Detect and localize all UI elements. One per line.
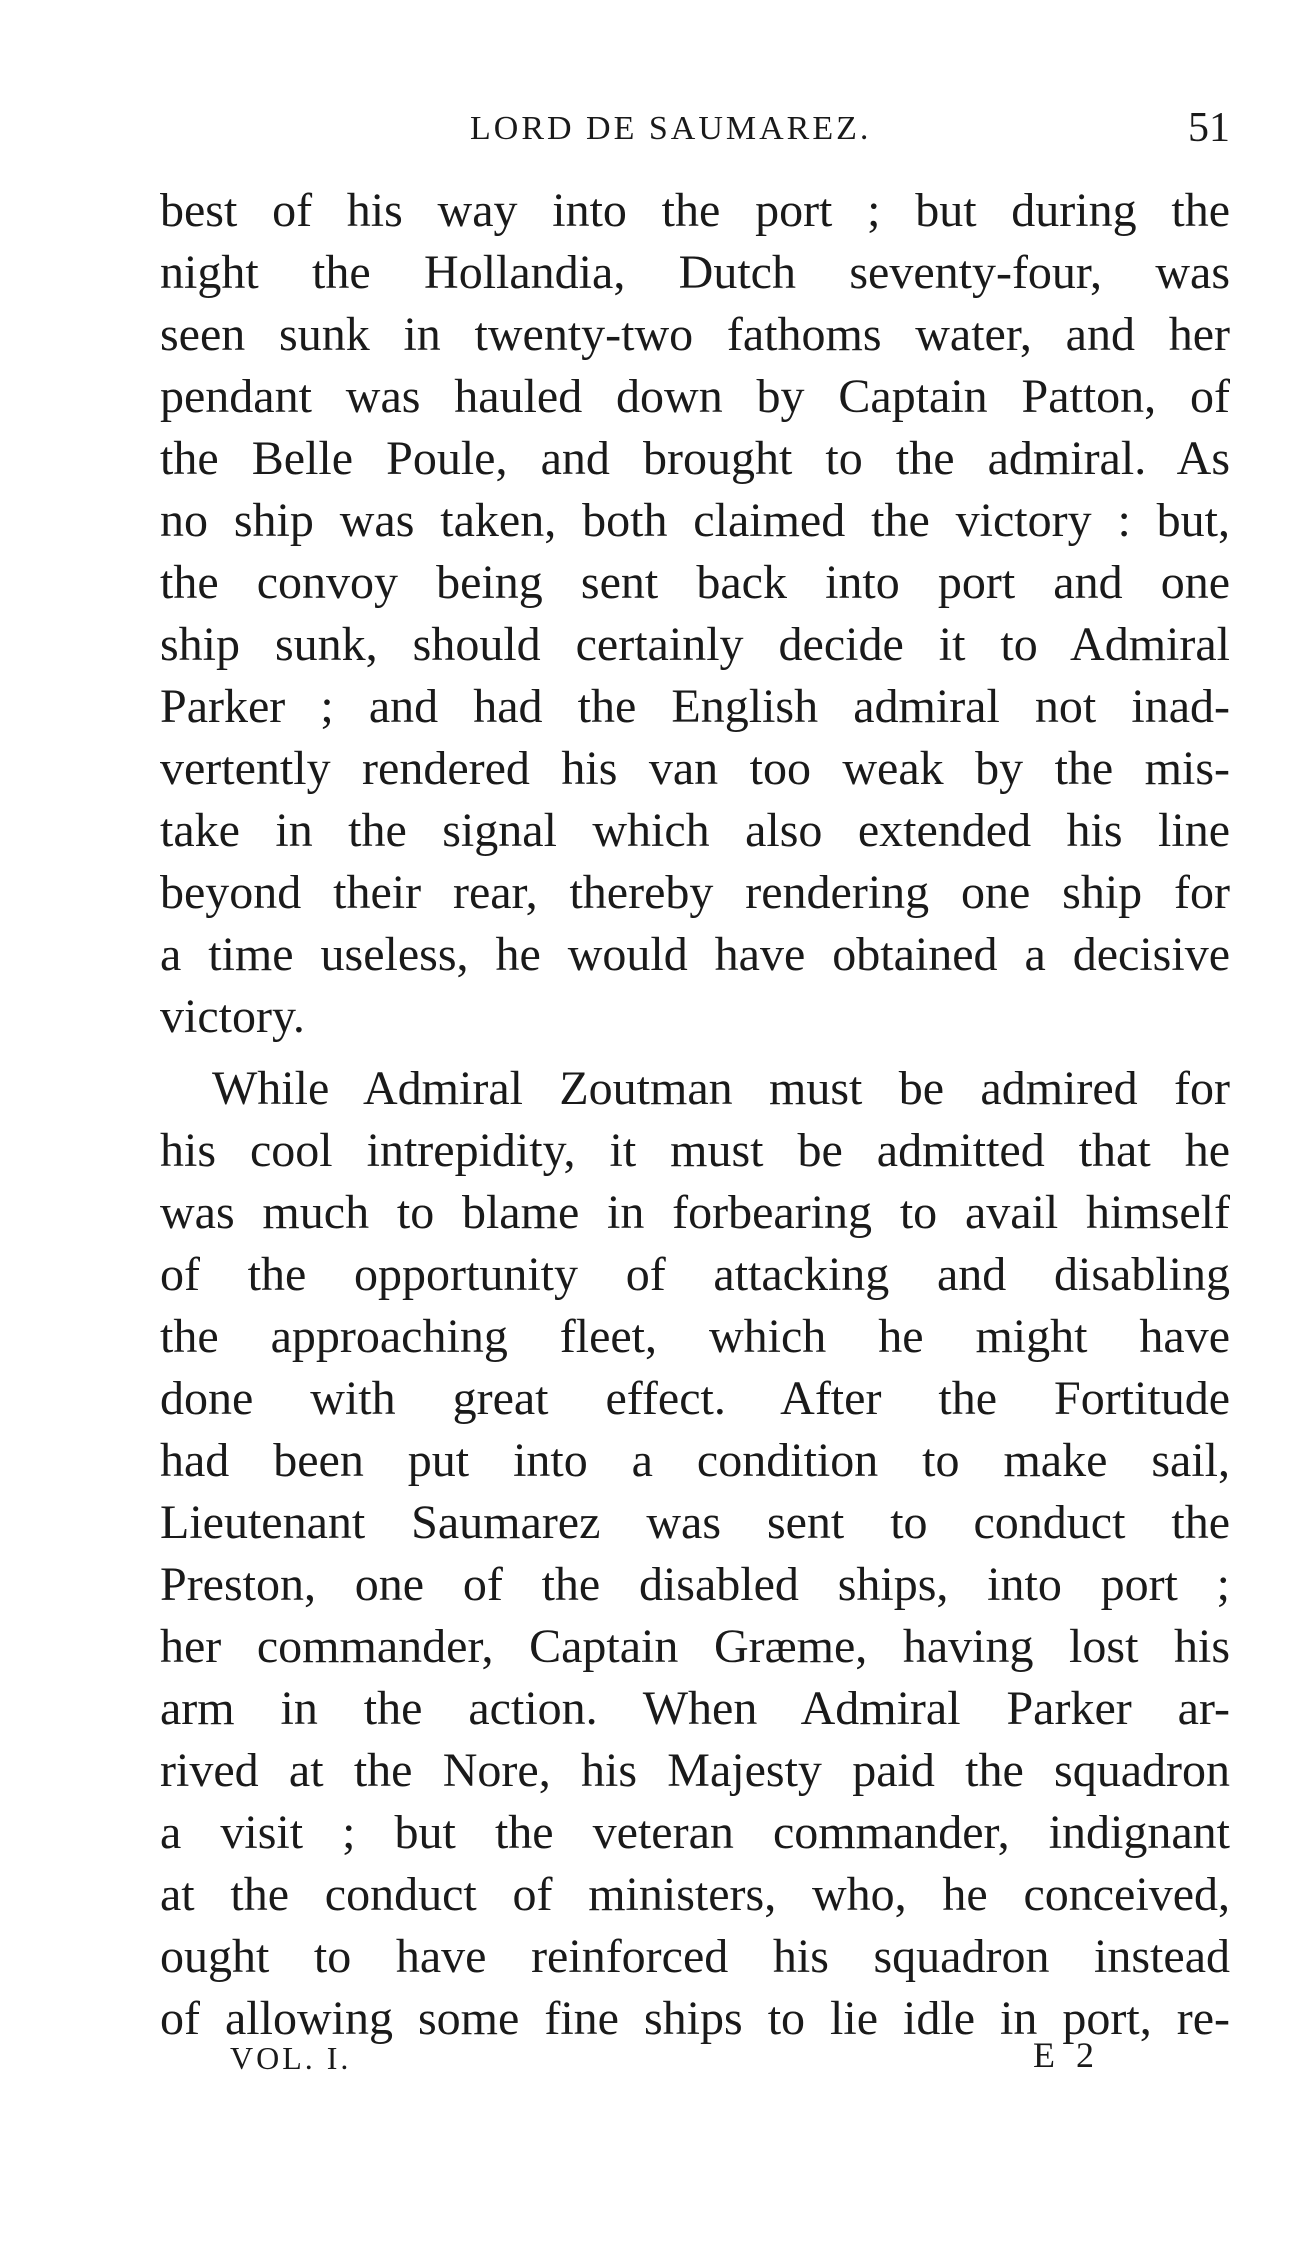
- text-line: night the Hollandia, Dutch seventy-four, was: [160, 246, 1230, 299]
- signature-mark: E 2: [1033, 2035, 1100, 2075]
- text-line: Preston, one of the disabled ships, into port ;: [160, 1558, 1230, 1611]
- text-line: While Admiral Zoutman must be admired for: [212, 1062, 1230, 1115]
- text-line: the Belle Poule, and brought to the admiral. As: [160, 432, 1230, 485]
- body-text: [160, 180, 1230, 2050]
- page-footer: [230, 2035, 1100, 2090]
- text-line: the convoy being sent back into port and one: [160, 556, 1230, 609]
- text-line: a visit ; but the veteran commander, indignant: [160, 1806, 1230, 1859]
- text-line: her commander, Captain Græme, having lost his: [160, 1620, 1230, 1673]
- text-line: done with great effect. After the Fortitude: [160, 1372, 1230, 1425]
- text-line: a time useless, he would have obtained a decisive: [160, 928, 1230, 981]
- text-line: ought to have reinforced his squadron instead: [160, 1930, 1230, 1983]
- text-line: of allowing some fine ships to lie idle in port, re-: [160, 1992, 1230, 2045]
- text-line: no ship was taken, both claimed the victory : but,: [160, 494, 1230, 547]
- page-number: 51: [1188, 105, 1230, 151]
- text-line: seen sunk in twenty-two fathoms water, and her: [160, 308, 1230, 361]
- text-line: was much to blame in forbearing to avail himself: [160, 1186, 1230, 1239]
- paragraph-gap: [160, 1048, 1230, 1058]
- running-title: LORD DE SAUMAREZ.: [470, 110, 872, 147]
- text-line: best of his way into the port ; but during the: [160, 184, 1230, 237]
- text-line: arm in the action. When Admiral Parker ar-: [160, 1682, 1230, 1735]
- text-line: take in the signal which also extended his line: [160, 804, 1230, 857]
- text-line: victory.: [160, 990, 305, 1043]
- text-line: the approaching fleet, which he might have: [160, 1310, 1230, 1363]
- text-line: rived at the Nore, his Majesty paid the squadron: [160, 1744, 1230, 1797]
- paragraph-1: [160, 180, 1230, 1048]
- running-head: [160, 104, 1230, 154]
- text-line: pendant was hauled down by Captain Patton, of: [160, 370, 1230, 423]
- text-line: his cool intrepidity, it must be admitted that he: [160, 1124, 1230, 1177]
- text-line: Lieutenant Saumarez was sent to conduct the: [160, 1496, 1230, 1549]
- volume-label: VOL. I.: [230, 2040, 352, 2076]
- paragraph-2: [160, 1058, 1230, 2050]
- text-line: vertently rendered his van too weak by the mis-: [160, 742, 1230, 795]
- text-line: ship sunk, should certainly decide it to Admiral: [160, 618, 1230, 671]
- text-line: had been put into a condition to make sail,: [160, 1434, 1230, 1487]
- text-line: of the opportunity of attacking and disabling: [160, 1248, 1230, 1301]
- text-line: Parker ; and had the English admiral not inad-: [160, 680, 1230, 733]
- text-line: at the conduct of ministers, who, he conceived,: [160, 1868, 1230, 1921]
- text-line: beyond their rear, thereby rendering one ship for: [160, 866, 1230, 919]
